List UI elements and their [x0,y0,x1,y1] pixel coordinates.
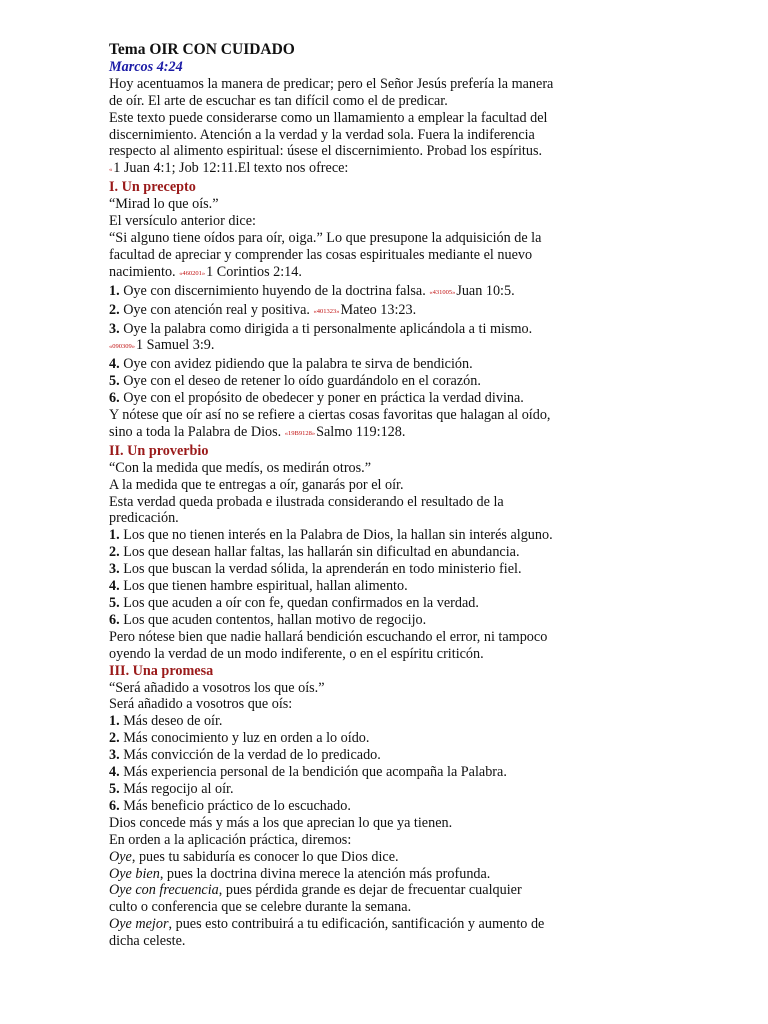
bible-reference-link[interactable]: Mateo 13:23. [340,301,417,318]
application-line: Oye bien, pues la doctrina divina merece la atención más profunda. [109,865,491,882]
section-lead: El versículo anterior dice: [109,213,256,230]
list-item: 1. Oye con discernimiento huyendo de la doctrina falsa. «431005»Juan 10:5. [109,282,515,299]
paragraph-line: oyendo la verdad de un modo indiferente, o en el espíritu criticón. [109,645,484,662]
section-quote: “Será añadido a vosotros los que oís.” [109,679,325,696]
list-item: 3. Oye la palabra como dirigida a ti personalmente aplicándola a ti mismo. [109,320,533,337]
intro-line: de oír. El arte de escuchar es tan difícil como el de predicar. [109,92,448,109]
section-quote: “Con la medida que medís, os medirán otros.” [109,459,372,476]
list-item: 4. Los que tienen hambre espiritual, hallan alimento. [109,578,408,595]
document-title: Tema OIR CON CUIDADO [109,41,295,58]
list-item: 4. Más experiencia personal de la bendición que acompaña la Palabra. [109,764,507,781]
ref-tag: «19B9128» [284,429,316,437]
application-line: Oye mejor, pues esto contribuirá a tu edificación, santificación y aumento de [109,916,545,933]
bible-reference-link[interactable]: 1 Juan 4:1; Job 12:11. [113,160,238,177]
ref-tag: «401323» [313,307,340,315]
section-heading-precepto: I. Un precepto [109,179,196,196]
section-heading-proverbio: II. Un proverbio [109,442,209,459]
ref-tag: « [109,166,113,174]
list-item: 5. Los que acuden a oír con fe, quedan confirmados en la verdad. [109,595,479,611]
passage-reference: Marcos 4:24 [109,58,183,75]
intro-line: Hoy acentuamos la manera de predicar; pero el Señor Jesús prefería la manera [109,75,554,92]
paragraph-line: Y nótese que oír así no se refiere a ciertas cosas favoritas que halagan al oído, [109,407,551,424]
list-item: 6. Los que acuden contentos, hallan motivo de regocijo. [109,611,427,628]
list-item: 2. Los que desean hallar faltas, las hallarán sin dificultad en abundancia. [109,544,520,561]
section-lead: Será añadido a vosotros que oís: [109,696,293,713]
ref-tag: «090309» [109,343,135,351]
application-line: Oye con frecuencia, pues pérdida grande es dejar de frecuentar cualquier [109,882,522,899]
bible-reference-link[interactable]: Juan 10:5. [456,282,515,299]
section-heading-promesa: III. Una promesa [109,662,214,679]
bible-reference-link[interactable]: Salmo 119:128. [316,423,406,440]
list-item: 6. Más beneficio práctico de lo escuchado. [109,797,351,814]
list-item: 3. Los que buscan la verdad sólida, la aprenderán en todo ministerio fiel. [109,561,522,578]
bible-reference-link[interactable]: 1 Samuel 3:9. [136,337,215,354]
section-lead: A la medida que te entregas a oír, ganarás por el oír. [109,476,404,493]
application-line: dicha celeste. [109,933,186,950]
list-item: 5. Más regocijo al oír. [109,780,234,797]
list-item: 6. Oye con el propósito de obedecer y poner en práctica la verdad divina. [109,390,524,407]
intro-ref-line: «1 Juan 4:1; Job 12:11.El texto nos ofrece: [109,160,349,177]
paragraph-line: En orden a la aplicación práctica, diremos: [109,831,352,848]
paragraph-line: sino a toda la Palabra de Dios. «19B9128»Salmo 119:128. [109,423,406,440]
paragraph-line: facultad de apreciar y comprender las cosas espirituales mediante el nuevo [109,246,533,263]
paragraph-line: Esta verdad queda probada e ilustrada considerando el resultado de la [109,493,504,510]
ref-tag: «431005» [429,288,456,296]
list-item: 1. Más deseo de oír. [109,713,223,730]
list-item: 5. Oye con el deseo de retener lo oído guardándolo en el corazón. [109,373,481,390]
paragraph-line: nacimiento. «460201»1 Corintios 2:14. [109,263,302,280]
sermon-document [109,42,749,950]
ref-tag: «460201» [179,269,206,277]
intro-line: respecto al alimento espiritual: úsese el discernimiento. Probad los espíritus. [109,143,543,160]
intro-line: discernimiento. Atención a la verdad y la verdad sola. Fuera la indiferencia [109,126,535,143]
application-line: Oye, pues tu sabiduría es conocer lo que Dios dice. [109,848,399,865]
list-item: 2. Oye con atención real y positiva. «401323»Mateo 13:23. [109,301,417,318]
intro-line: Este texto puede considerarse como un llamamiento a emplear la facultad del [109,109,548,126]
application-line: culto o conferencia que se celebre durante la semana. [109,899,412,916]
list-item: 1. Los que no tienen interés en la Palabra de Dios, la hallan sin interés alguno. [109,527,553,544]
bible-reference-link[interactable]: 1 Corintios 2:14. [206,263,302,280]
paragraph-line: “Si alguno tiene oídos para oír, oiga.” Lo que presupone la adquisición de la [109,229,542,246]
list-item: 3. Más convicción de la verdad de lo predicado. [109,747,381,764]
list-item: 4. Oye con avidez pidiendo que la palabra te sirva de bendición. [109,356,473,373]
section-quote: “Mirad lo que oís.” [109,196,219,213]
paragraph-line: predicación. [109,510,179,527]
list-item: 2. Más conocimiento y luz en orden a lo oído. [109,730,370,747]
paragraph-line: Dios concede más y más a los que aprecian lo que ya tienen. [109,814,453,831]
paragraph-line: Pero nótese bien que nadie hallará bendición escuchando el error, ni tampoco [109,628,548,645]
list-item-ref [109,337,749,356]
